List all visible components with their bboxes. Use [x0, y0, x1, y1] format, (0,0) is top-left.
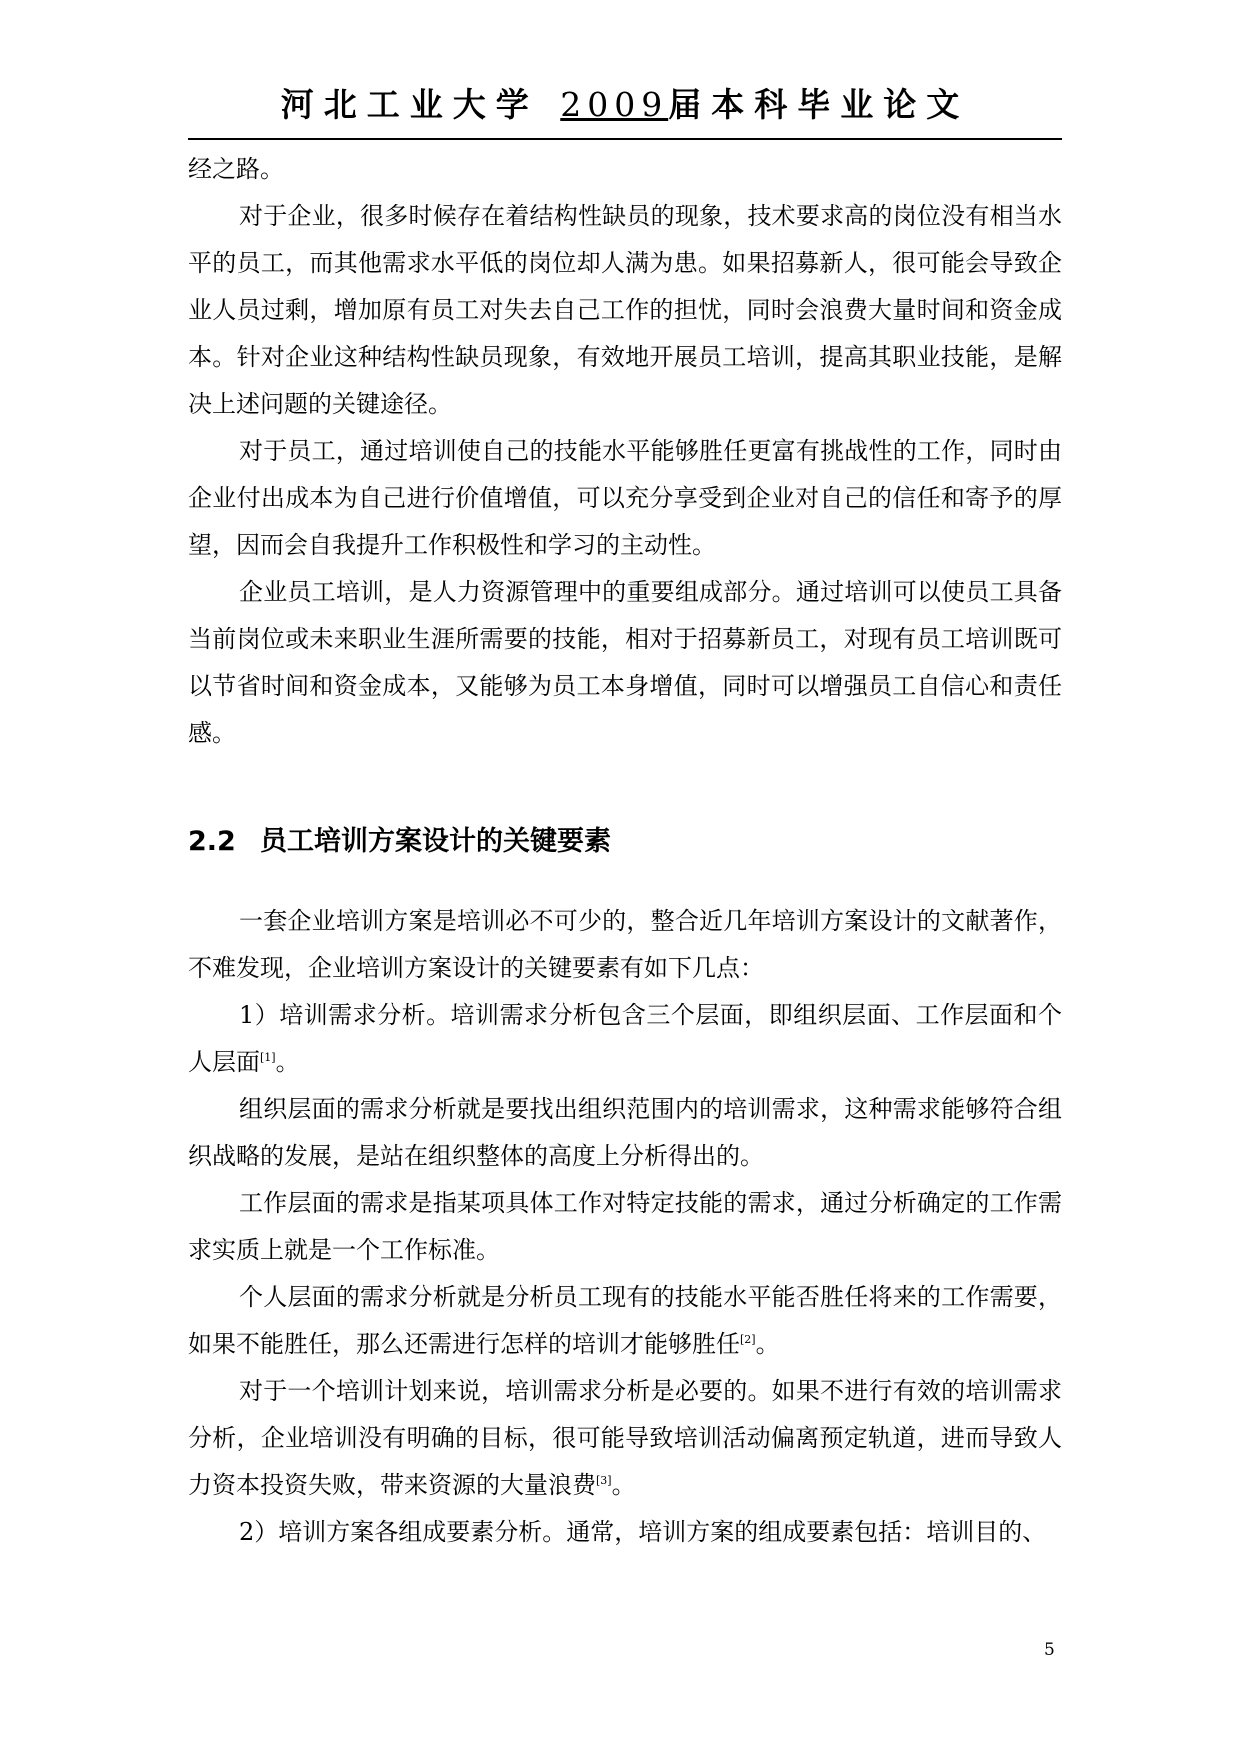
paragraph-job-level: 工作层面的需求是指某项具体工作对特定技能的需求，通过分析确定的工作需求实质上就是一个工作标准。: [188, 1189, 1062, 1264]
paragraph-organization-level: 组织层面的需求分析就是要找出组织范围内的培训需求，这种需求能够符合组织战略的发展，是站在组织整体的高度上分析得出的。: [188, 1095, 1062, 1170]
citation-ref: [3]: [596, 1474, 612, 1487]
section-heading: [188, 820, 1062, 864]
paragraph-employee: 对于员工，通过培训使自己的技能水平能够胜任更富有挑战性的工作，同时由企业付出成本为自己进行价值增值，可以充分享受到企业对自己的信任和寄予的厚望，因而会自我提升工作积极性和学习的主动性。: [188, 437, 1062, 559]
header-university: 河北工业大学: [280, 85, 539, 124]
paragraph-needs-analysis: [188, 992, 1062, 1086]
body-block-2: [188, 898, 1062, 1556]
paragraph-continuation: 经之路。: [188, 155, 284, 183]
running-header: [188, 84, 1062, 126]
section-title: 员工培训方案设计的关键要素: [260, 826, 611, 857]
necessity-end: 。: [611, 1471, 636, 1499]
header-year: 2009: [560, 85, 669, 124]
paragraph-necessity: [188, 1368, 1062, 1509]
section-number: 2.2: [188, 826, 236, 857]
header-thesis-type: 届本科毕业论文: [668, 85, 970, 124]
page-number: 5: [1044, 1640, 1055, 1660]
paragraph-individual-level: [188, 1274, 1062, 1368]
needs-analysis-text: 1）培训需求分析。培训需求分析包含三个层面，即组织层面、工作层面和个人层面: [188, 1001, 1062, 1076]
header-rule: [188, 138, 1062, 140]
paragraph-components: 2）培训方案各组成要素分析。通常，培训方案的组成要素包括：培训目的、: [239, 1518, 1047, 1546]
citation-ref: [2]: [740, 1333, 756, 1346]
individual-level-end: 。: [755, 1330, 780, 1358]
individual-level-text: 个人层面的需求分析就是分析员工现有的技能水平能否胜任将来的工作需要，如果不能胜任，那么还需进行怎样的培训才能够胜任: [188, 1283, 1062, 1358]
citation-ref: [1]: [260, 1051, 276, 1064]
needs-analysis-end: 。: [275, 1048, 300, 1076]
necessity-text: 对于一个培训计划来说，培训需求分析是必要的。如果不进行有效的培训需求分析，企业培训没有明确的目标，很可能导致培训活动偏离预定轨道，进而导致人力资本投资失败，带来资源的大量浪费: [188, 1377, 1062, 1499]
paragraph-training-importance: 企业员工培训，是人力资源管理中的重要组成部分。通过培训可以使员工具备当前岗位或未来职业生涯所需要的技能，相对于招募新员工，对现有员工培训既可以节省时间和资金成本，又能够为员工本身增值，同时可以增强员工自信心和责任感。: [188, 578, 1062, 747]
body-block-1: [188, 146, 1062, 757]
paragraph-intro: 一套企业培训方案是培训必不可少的，整合近几年培训方案设计的文献著作，不难发现，企业培训方案设计的关键要素有如下几点：: [188, 907, 1062, 982]
paragraph-enterprise: 对于企业，很多时候存在着结构性缺员的现象，技术要求高的岗位没有相当水平的员工，而其他需求水平低的岗位却人满为患。如果招募新人，很可能会导致企业人员过剩，增加原有员工对失去自己工作的担忧，同时会浪费大量时间和资金成本。针对企业这种结构性缺员现象，有效地开展员工培训，提高其职业技能，是解决上述问题的关键途径。: [188, 202, 1062, 418]
